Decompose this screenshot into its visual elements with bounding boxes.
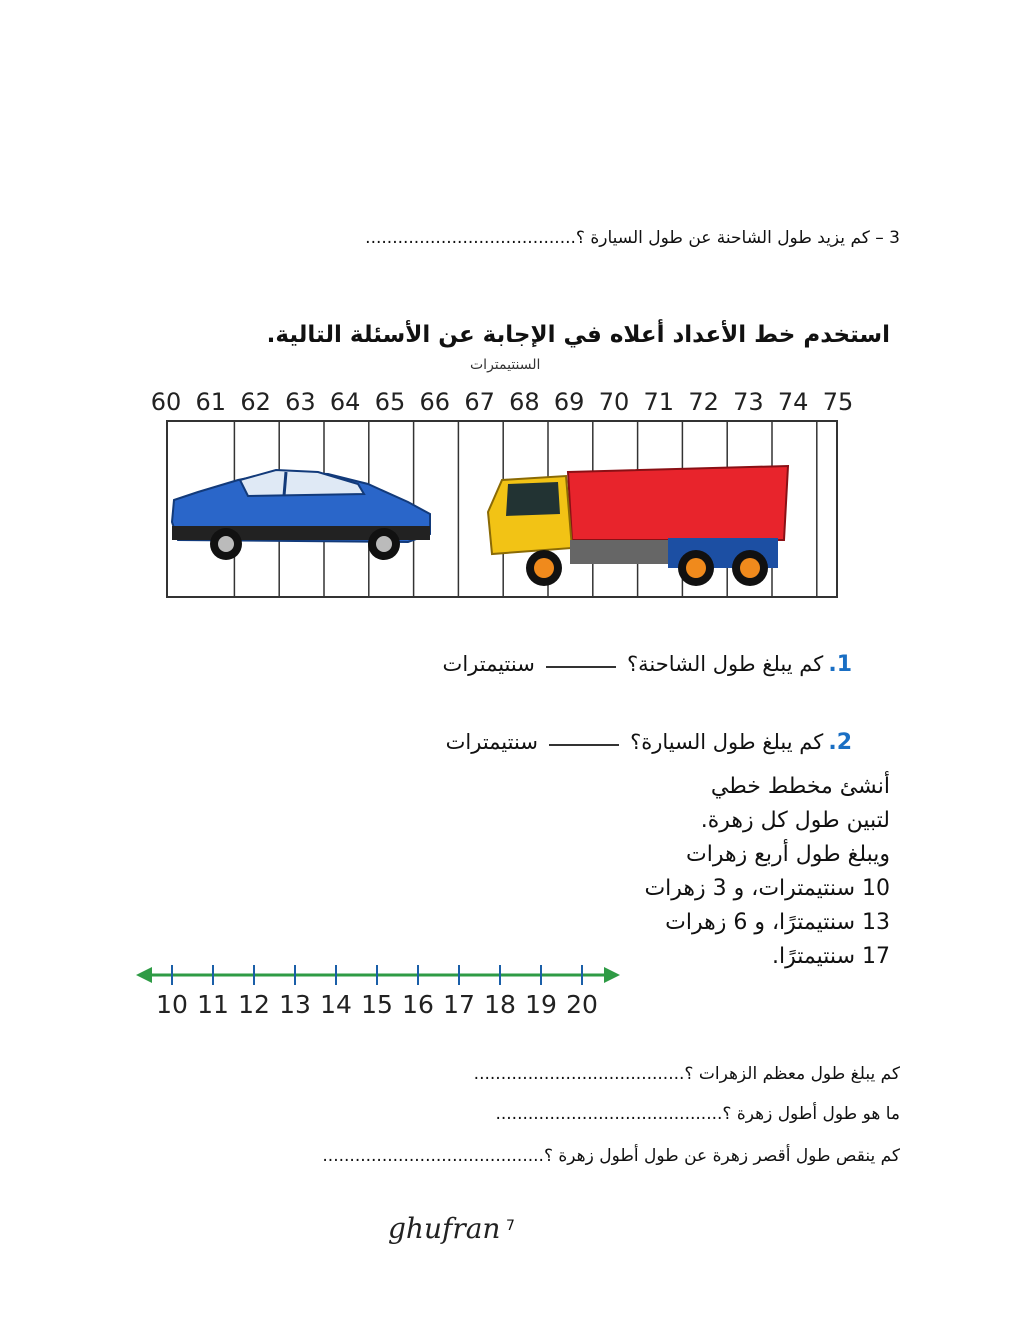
ruler-tick-label: 60 [150, 388, 182, 416]
question-2 [446, 730, 852, 755]
number-line-label: 12 [238, 990, 270, 1019]
section-heading: استخدم خط الأعداد أعلاه في الإجابة عن الأسئلة التالية. [266, 322, 890, 348]
number-line [136, 960, 620, 990]
question-1-number: 1. [828, 652, 852, 677]
ruler-tick-label: 75 [822, 388, 854, 416]
question-2-number: 2. [828, 730, 852, 755]
instructions [644, 770, 890, 974]
ruler-tick-label: 69 [553, 388, 585, 416]
ruler-tick-label: 63 [285, 388, 316, 416]
ruler-tick-label: 74 [777, 388, 809, 416]
question-3: 3 – كم يزيد طول الشاحنة عن طول السيارة ؟....................................... [365, 228, 900, 248]
ruler-tick-label: 65 [374, 388, 406, 416]
answer-blank-1[interactable] [546, 666, 616, 668]
ruler-unit-label: السنتيمترات [470, 357, 541, 373]
number-line-label: 15 [361, 990, 393, 1019]
ruler-tick-label: 71 [643, 388, 675, 416]
number-line-label: 17 [443, 990, 475, 1019]
number-line-label: 11 [197, 990, 229, 1019]
question-2-text: كم يبلغ طول السيارة؟ [630, 730, 824, 754]
instruction-line: ويبلغ طول أربع زهرات [686, 842, 890, 867]
number-line-label: 20 [566, 990, 598, 1019]
page-number: 7 [506, 1218, 515, 1234]
ruler-tick-label: 68 [509, 388, 540, 416]
signature: ghufran [388, 1212, 501, 1245]
instruction-line: لتبين طول كل زهرة. [700, 808, 890, 833]
question-1-unit: سنتيمترات [442, 652, 535, 676]
instruction-line: أنشئ مخطط خطي [710, 774, 890, 799]
instruction-line: 17 سنتيمترًا. [772, 944, 890, 969]
instruction-line: 13 سنتيمترًا، و 6 زهرات [665, 910, 890, 935]
ruler-tick-label: 72 [688, 388, 719, 416]
ruler-tick-label: 61 [195, 388, 227, 416]
ruler-tick-label: 66 [419, 388, 451, 416]
bottom-question-2: ما هو طول أطول زهرة ؟.......................................... [495, 1104, 900, 1124]
ruler-tick-label: 70 [598, 388, 630, 416]
number-line-label: 13 [279, 990, 311, 1019]
left-arrow-icon [136, 967, 152, 983]
instruction-line: 10 سنتيمترات، و 3 زهرات [644, 876, 890, 901]
ruler-box [166, 420, 838, 598]
right-arrow-icon [604, 967, 620, 983]
ruler-tick-label: 67 [464, 388, 495, 416]
ruler-tick-label: 73 [733, 388, 764, 416]
question-1-text: كم يبلغ طول الشاحنة؟ [627, 652, 824, 676]
ruler-figure [168, 422, 836, 596]
car-image [172, 470, 430, 560]
question-1 [443, 652, 852, 677]
bottom-question-1: كم يبلغ طول معظم الزهرات ؟....................................... [473, 1064, 900, 1084]
bottom-question-3: كم ينقص طول أقصر زهرة عن طول أطول زهرة ؟......................................... [322, 1146, 900, 1166]
question-2-unit: سنتيمترات [445, 730, 538, 754]
number-line-label: 16 [402, 990, 434, 1019]
number-line-label: 10 [156, 990, 188, 1019]
ruler-tick-label: 64 [329, 388, 361, 416]
number-line-label: 18 [484, 990, 516, 1019]
number-line-label: 14 [320, 990, 352, 1019]
answer-blank-2[interactable] [549, 744, 619, 746]
ruler-tick-label: 62 [240, 388, 271, 416]
number-line-label: 19 [525, 990, 557, 1019]
